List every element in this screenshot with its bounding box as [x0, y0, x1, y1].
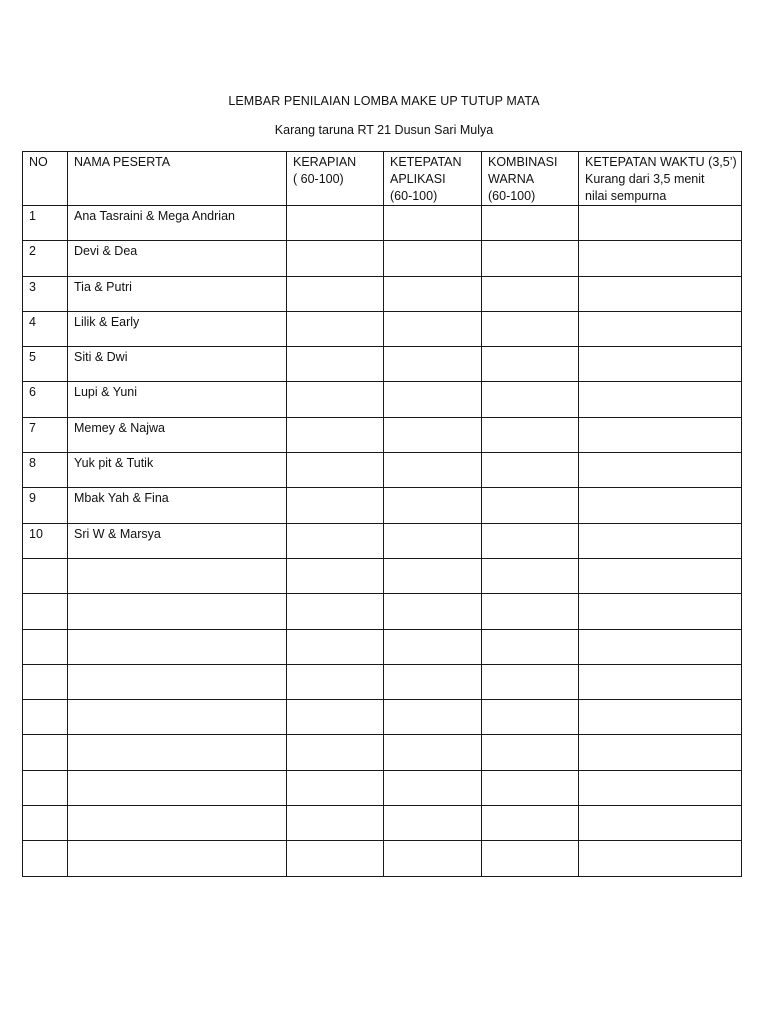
cell-ketepatan-waktu[interactable]: [579, 841, 742, 876]
header-kerapian-line: KERAPIAN: [293, 155, 357, 169]
cell-no: [23, 594, 68, 629]
cell-kerapian[interactable]: [287, 841, 384, 876]
cell-kombinasi-warna[interactable]: [482, 347, 579, 382]
cell-no: 8: [23, 453, 68, 488]
header-nama-peserta: [68, 152, 287, 206]
cell-ketepatan-waktu[interactable]: [579, 629, 742, 664]
cell-nama-peserta: [68, 806, 287, 841]
cell-ketepatan-aplikasi[interactable]: [384, 629, 482, 664]
cell-no: [23, 558, 68, 593]
cell-ketepatan-aplikasi[interactable]: [384, 841, 482, 876]
cell-ketepatan-aplikasi[interactable]: [384, 276, 482, 311]
cell-ketepatan-waktu[interactable]: [579, 664, 742, 699]
cell-no: 3: [23, 276, 68, 311]
document-title: LEMBAR PENILAIAN LOMBA MAKE UP TUTUP MATA: [228, 94, 540, 108]
header-kerapian-line: ( 60-100): [293, 172, 344, 186]
cell-nama-peserta: Tia & Putri: [68, 276, 287, 311]
cell-kerapian[interactable]: [287, 664, 384, 699]
cell-ketepatan-aplikasi[interactable]: [384, 311, 482, 346]
cell-no: [23, 735, 68, 770]
table-row: [23, 241, 742, 276]
cell-no: [23, 770, 68, 805]
header-kombinasi-warna-line: KOMBINASI: [488, 155, 558, 169]
cell-ketepatan-aplikasi[interactable]: [384, 206, 482, 241]
cell-ketepatan-waktu[interactable]: [579, 523, 742, 558]
cell-ketepatan-waktu[interactable]: [579, 311, 742, 346]
cell-nama-peserta: [68, 770, 287, 805]
cell-kombinasi-warna[interactable]: [482, 700, 579, 735]
cell-no: 2: [23, 241, 68, 276]
cell-no: 5: [23, 347, 68, 382]
cell-nama-peserta: [68, 841, 287, 876]
header-ketepatan-aplikasi-line: KETEPATAN: [390, 155, 462, 169]
cell-kerapian[interactable]: [287, 347, 384, 382]
cell-no: 6: [23, 382, 68, 417]
cell-kerapian[interactable]: [287, 770, 384, 805]
cell-kerapian[interactable]: [287, 806, 384, 841]
cell-ketepatan-aplikasi[interactable]: [384, 241, 482, 276]
cell-nama-peserta: Devi & Dea: [68, 241, 287, 276]
cell-kerapian[interactable]: [287, 417, 384, 452]
table-row: [23, 311, 742, 346]
header-ketepatan-waktu-line: Kurang dari 3,5 menit: [585, 172, 705, 186]
cell-no: [23, 806, 68, 841]
cell-nama-peserta: Lupi & Yuni: [68, 382, 287, 417]
cell-nama-peserta: [68, 735, 287, 770]
cell-kombinasi-warna[interactable]: [482, 276, 579, 311]
table-row: [23, 417, 742, 452]
scoring-table: [22, 151, 742, 877]
cell-ketepatan-waktu[interactable]: [579, 558, 742, 593]
cell-ketepatan-waktu[interactable]: [579, 488, 742, 523]
table-row: [23, 594, 742, 629]
header-ketepatan-waktu: [579, 152, 742, 206]
cell-no: [23, 629, 68, 664]
cell-ketepatan-aplikasi[interactable]: [384, 664, 482, 699]
cell-ketepatan-aplikasi[interactable]: [384, 488, 482, 523]
table-header-row: [23, 152, 742, 206]
header-ketepatan-waktu-line: nilai sempurna: [585, 189, 667, 203]
cell-kerapian[interactable]: [287, 700, 384, 735]
cell-ketepatan-aplikasi[interactable]: [384, 417, 482, 452]
table-row: [23, 806, 742, 841]
table-row: [23, 453, 742, 488]
cell-kombinasi-warna[interactable]: [482, 664, 579, 699]
table-row: [23, 629, 742, 664]
table-row: [23, 523, 742, 558]
cell-kerapian[interactable]: [287, 206, 384, 241]
cell-nama-peserta: [68, 664, 287, 699]
table-row: [23, 206, 742, 241]
table-body: [23, 206, 742, 877]
cell-kombinasi-warna[interactable]: [482, 594, 579, 629]
cell-kombinasi-warna[interactable]: [482, 735, 579, 770]
table-row: [23, 558, 742, 593]
cell-ketepatan-aplikasi[interactable]: [384, 347, 482, 382]
cell-ketepatan-waktu[interactable]: [579, 453, 742, 488]
cell-kerapian[interactable]: [287, 594, 384, 629]
cell-ketepatan-aplikasi[interactable]: [384, 735, 482, 770]
cell-ketepatan-aplikasi[interactable]: [384, 523, 482, 558]
table-row: [23, 841, 742, 876]
header-nama-label: NAMA PESERTA: [74, 155, 171, 169]
cell-kerapian[interactable]: [287, 523, 384, 558]
cell-nama-peserta: [68, 629, 287, 664]
header-ketepatan-aplikasi: [384, 152, 482, 206]
cell-ketepatan-waktu[interactable]: [579, 382, 742, 417]
cell-nama-peserta: Ana Tasraini & Mega Andrian: [68, 206, 287, 241]
header-kombinasi-warna: [482, 152, 579, 206]
cell-nama-peserta: Sri W & Marsya: [68, 523, 287, 558]
cell-ketepatan-aplikasi[interactable]: [384, 770, 482, 805]
cell-nama-peserta: [68, 558, 287, 593]
header-ketepatan-aplikasi-line: (60-100): [390, 189, 438, 203]
cell-kombinasi-warna[interactable]: [482, 311, 579, 346]
table-row: [23, 382, 742, 417]
cell-nama-peserta: Mbak Yah & Fina: [68, 488, 287, 523]
cell-no: 10: [23, 523, 68, 558]
cell-kombinasi-warna[interactable]: [482, 806, 579, 841]
cell-kombinasi-warna[interactable]: [482, 488, 579, 523]
header-kerapian: [287, 152, 384, 206]
cell-ketepatan-waktu[interactable]: [579, 206, 742, 241]
cell-kombinasi-warna[interactable]: [482, 453, 579, 488]
header-kombinasi-warna-line: WARNA: [488, 172, 535, 186]
cell-kombinasi-warna[interactable]: [482, 382, 579, 417]
cell-ketepatan-aplikasi[interactable]: [384, 453, 482, 488]
cell-nama-peserta: Siti & Dwi: [68, 347, 287, 382]
cell-kombinasi-warna[interactable]: [482, 417, 579, 452]
cell-no: 7: [23, 417, 68, 452]
cell-ketepatan-aplikasi[interactable]: [384, 382, 482, 417]
table-row: [23, 700, 742, 735]
cell-nama-peserta: Lilik & Early: [68, 311, 287, 346]
table-row: [23, 770, 742, 805]
cell-kombinasi-warna[interactable]: [482, 523, 579, 558]
cell-ketepatan-waktu[interactable]: [579, 276, 742, 311]
cell-ketepatan-waktu[interactable]: [579, 700, 742, 735]
cell-kombinasi-warna[interactable]: [482, 770, 579, 805]
cell-kerapian[interactable]: [287, 382, 384, 417]
cell-kerapian[interactable]: [287, 558, 384, 593]
header-no-label: NO: [29, 155, 48, 169]
cell-ketepatan-aplikasi[interactable]: [384, 700, 482, 735]
header-ketepatan-waktu-line: KETEPATAN WAKTU (3,5’): [585, 155, 737, 169]
table-row: [23, 276, 742, 311]
table-row: [23, 347, 742, 382]
cell-ketepatan-waktu[interactable]: [579, 241, 742, 276]
cell-kerapian[interactable]: [287, 735, 384, 770]
table-row: [23, 488, 742, 523]
cell-kerapian[interactable]: [287, 453, 384, 488]
cell-nama-peserta: Yuk pit & Tutik: [68, 453, 287, 488]
cell-ketepatan-waktu[interactable]: [579, 770, 742, 805]
cell-ketepatan-waktu[interactable]: [579, 594, 742, 629]
cell-kombinasi-warna[interactable]: [482, 558, 579, 593]
header-kombinasi-warna-line: (60-100): [488, 189, 536, 203]
cell-ketepatan-waktu[interactable]: [579, 417, 742, 452]
cell-kerapian[interactable]: [287, 488, 384, 523]
header-ketepatan-aplikasi-line: APLIKASI: [390, 172, 446, 186]
document-subtitle: Karang taruna RT 21 Dusun Sari Mulya: [274, 123, 494, 137]
cell-ketepatan-waktu[interactable]: [579, 347, 742, 382]
cell-kombinasi-warna[interactable]: [482, 241, 579, 276]
cell-nama-peserta: Memey & Najwa: [68, 417, 287, 452]
cell-no: [23, 664, 68, 699]
cell-kerapian[interactable]: [287, 276, 384, 311]
cell-no: 9: [23, 488, 68, 523]
header-no: [23, 152, 68, 206]
cell-no: 4: [23, 311, 68, 346]
cell-ketepatan-aplikasi[interactable]: [384, 594, 482, 629]
cell-ketepatan-waktu[interactable]: [579, 806, 742, 841]
cell-kombinasi-warna[interactable]: [482, 629, 579, 664]
cell-kerapian[interactable]: [287, 311, 384, 346]
cell-nama-peserta: [68, 594, 287, 629]
table-row: [23, 735, 742, 770]
cell-ketepatan-waktu[interactable]: [579, 735, 742, 770]
cell-no: 1: [23, 206, 68, 241]
cell-kerapian[interactable]: [287, 241, 384, 276]
cell-nama-peserta: [68, 700, 287, 735]
cell-no: [23, 841, 68, 876]
cell-no: [23, 700, 68, 735]
table-row: [23, 664, 742, 699]
cell-ketepatan-aplikasi[interactable]: [384, 558, 482, 593]
cell-kerapian[interactable]: [287, 629, 384, 664]
cell-ketepatan-aplikasi[interactable]: [384, 806, 482, 841]
cell-kombinasi-warna[interactable]: [482, 206, 579, 241]
cell-kombinasi-warna[interactable]: [482, 841, 579, 876]
